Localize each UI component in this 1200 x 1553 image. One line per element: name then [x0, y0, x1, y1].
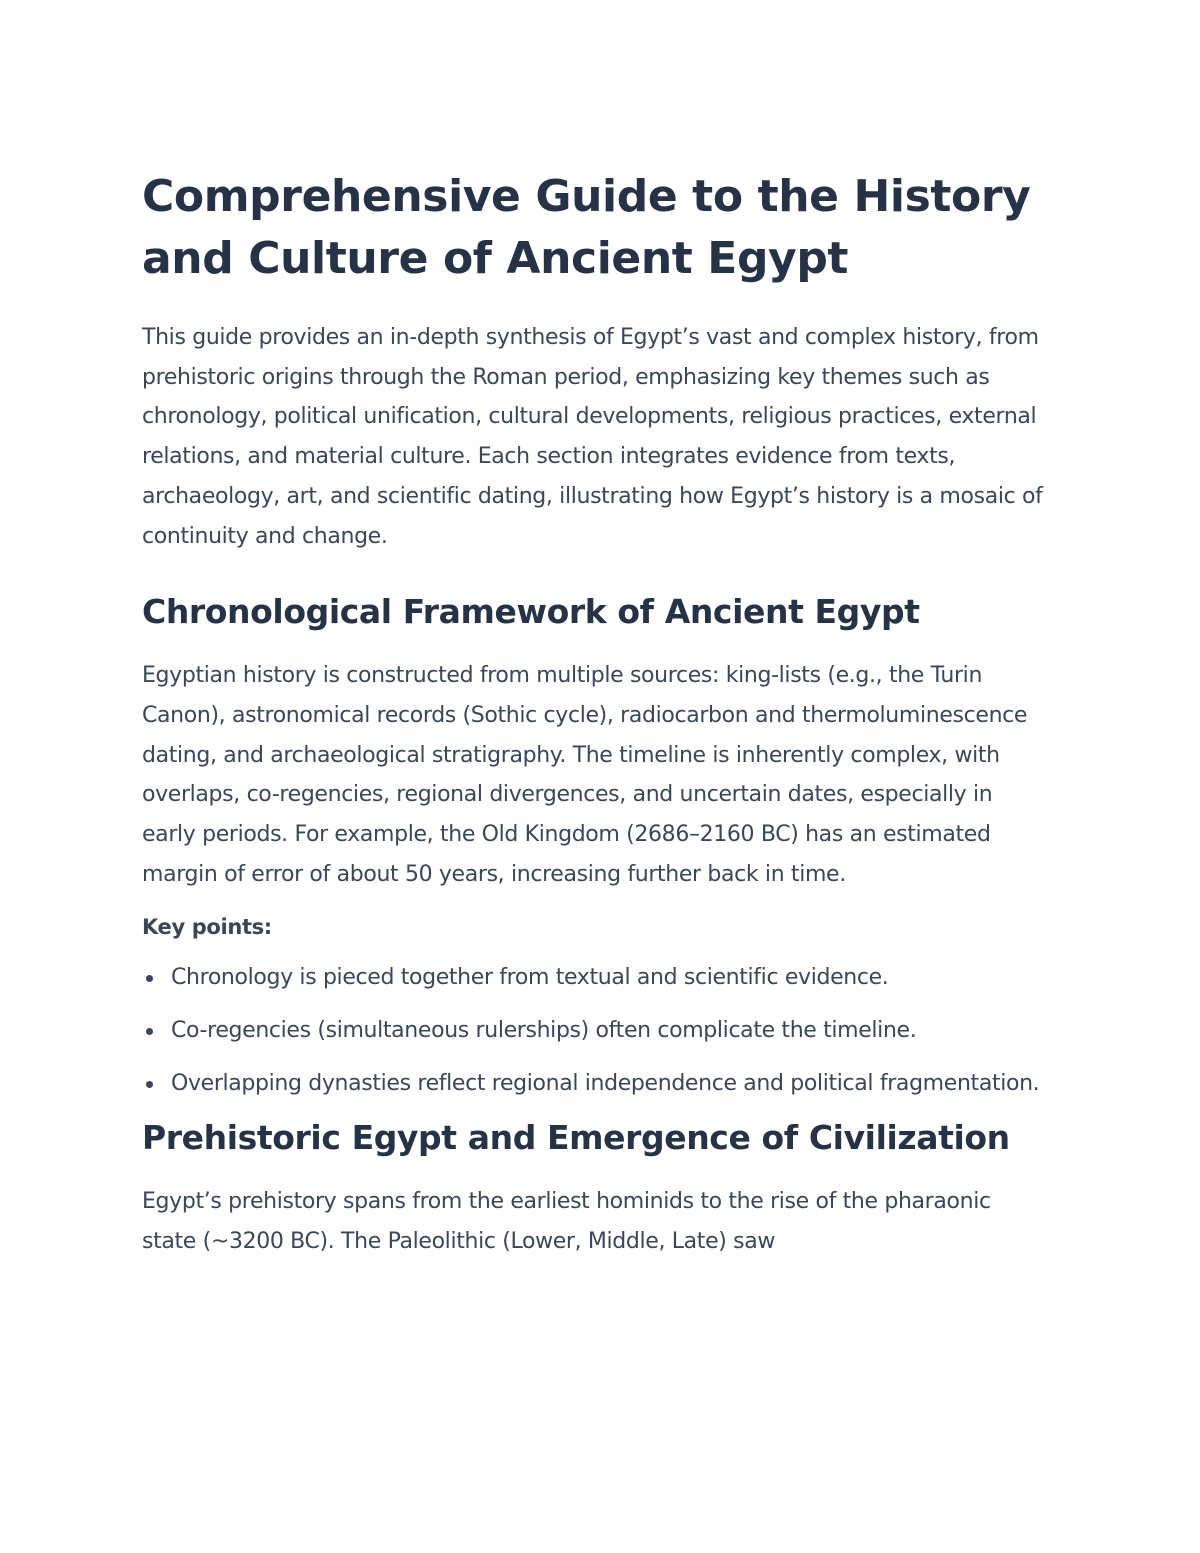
list-item: [142, 1011, 1062, 1051]
bullet-icon: [146, 975, 153, 982]
list-item-text: Chronology is pieced together from textual and scientific evidence.: [171, 965, 889, 991]
bullet-icon: [146, 1028, 153, 1035]
list-item: [142, 958, 1062, 998]
list-item-text: Overlapping dynasties reflect regional independence and political fragmentation.: [171, 1070, 1040, 1096]
list-item: [142, 1064, 1062, 1104]
bullet-icon: [146, 1081, 153, 1088]
section-body-chronology: Egyptian history is constructed from multiple sources: king-lists (e.g., the Turin Canon), astronomical records (Sothic cycle), radiocarbon and thermoluminescence dating, and archaeological stratigraphy. The timeline is inherently complex, with overlaps, co-regencies, regional divergences, and uncertain dates, especially in early periods. For example, the Old Kingdom (2686–2160 BC) has an estimated margin of error of about 50 years, increasing further back in time.: [142, 663, 1028, 887]
document-title: Comprehensive Guide to the History and Culture of Ancient Egypt: [142, 171, 1031, 284]
section-heading-prehistory: Prehistoric Egypt and Emergence of Civilization: [142, 1118, 1010, 1158]
section-heading-chronology: Chronological Framework of Ancient Egypt: [142, 592, 920, 632]
section-body-prehistory: Egypt’s prehistory spans from the earliest hominids to the rise of the pharaonic state (~3200 BC). The Paleolithic (Lower, Middle, Late) saw: [142, 1189, 991, 1254]
document-page: [142, 166, 1062, 1262]
key-points-list: [142, 958, 1062, 1103]
key-points-label: Key points:: [142, 915, 272, 940]
list-item-text: Co-regencies (simultaneous rulerships) often complicate the timeline.: [171, 1017, 917, 1043]
intro-paragraph: This guide provides an in-depth synthesis of Egypt’s vast and complex history, from prehistoric origins through the Roman period, emphasizing key themes such as chronology, political unification, cultural developments, religious practices, external relations, and material culture. Each section integrates evidence from texts, archaeology, art, and scientific dating, illustrating how Egypt’s history is a mosaic of continuity and change.: [142, 325, 1043, 549]
